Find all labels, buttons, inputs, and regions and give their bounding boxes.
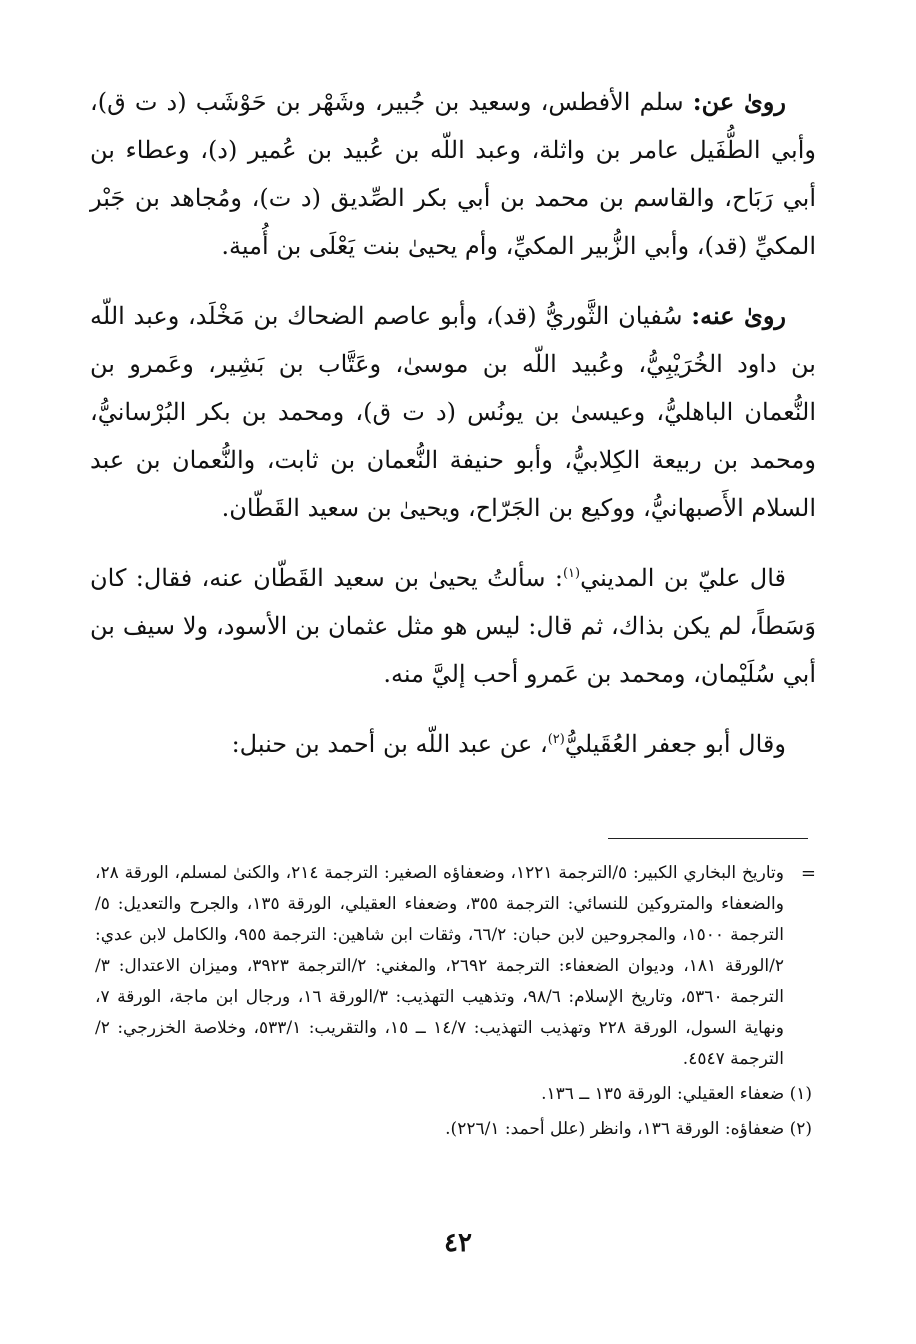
paragraph-lead: رویٰ عن:: [692, 87, 786, 116]
paragraph-text: ، عن عبد اللّه بن أحمد بن حنبل:: [231, 730, 548, 758]
footnote-ref-1: (١): [562, 566, 581, 581]
footnote-2: (٢) ضعفاؤه: الورقة ١٣٦، وانظر (علل أحمد: ٢٢٦/١).: [445, 1119, 812, 1139]
paragraph-text: سلم الأفطس، وسعيد بن جُبير، وشَهْر بن حَوْشَب (د ت ق)، وأبي الطُّفَيل عامر بن واثلة، وعبد اللّه بن عُبيد بن عُمير (د)، وعطاء بن أبي رَبَاح، والقاسم بن محمد بن أبي بكر الصِّديق (د ت)، ومُجاهد بن جَبْر المكيِّ (قد)، وأبي الزُّبير المكيِّ، وأم يحيىٰ بنت يَعْلَى بن أُمية.: [90, 88, 816, 260]
main-text: [90, 78, 816, 790]
paragraph-ibn-al-madini: [90, 554, 816, 698]
paragraph-text: قال عليّ بن المديني: [580, 564, 786, 592]
footnote-continuation: [95, 858, 816, 1075]
paragraph-al-uqayli: [90, 720, 816, 768]
footnote-separator: [608, 838, 808, 839]
footnote-ref-2: (٢): [547, 732, 565, 747]
footnote-1: (١) ضعفاء العقيلي: الورقة ١٣٥ ــ ١٣٦.: [541, 1084, 812, 1104]
paragraph-narrated-from: [90, 78, 816, 270]
footnotes: [95, 858, 816, 1145]
paragraph-narrated-by: [90, 292, 816, 532]
paragraph-text: : سألتُ يحيىٰ بن سعيد القَطّان عنه، فقال: كان وَسَطاً، لم يكن بذاك، ثم قال: ليس هو مثل عثمان بن الأسود، ولا سيف بن أبي سُلَيْمان، ومحمد بن عَمرو أحب إليَّ منه.: [90, 564, 816, 688]
footnote-continuation-text: وتاريخ البخاري الكبير: ٥/الترجمة ١٢٢١، وضعفاؤه الصغير: الترجمة ٢١٤، والكنىٰ لمسلم، الورقة ٢٨، والضعفاء والمتروكين للنسائي: الترجمة ٣٥٥، وضعفاء العقيلي، الورقة ١٣٥، والجرح والتعديل: ٥/الترجمة ١٥٠٠، والمجروحين لابن حبان: ٦٦/٢، وثقات ابن شاهين: الترجمة ٩٥٥، والكامل لابن عدي: ٢/الورقة ١٨١، وديوان الضعفاء: الترجمة ٢٦٩٢، والمغني: ٢/الترجمة ٣٩٢٣، وميزان الاعتدال: ٣/الترجمة ٥٣٦٠، وتاريخ الإسلام: ٩٨/٦، وتذهيب التهذيب: ٣/الورقة ١٦، ورجال ابن ماجة، الورقة ٧، ونهاية السول، الورقة ٢٢٨ وتهذيب التهذيب: ١٤/٧ ــ ١٥، والتقريب: ٥٣٣/١، وخلاصة الخزرجي: ٢/الترجمة ٤٥٤٧.: [95, 863, 785, 1069]
page-number: ٤٢: [444, 1228, 472, 1258]
paragraph-text: سُفيان الثَّوريُّ (قد)، وأبو عاصم الضحاك بن مَخْلَد، وعبد اللّه بن داود الخُرَيْبِيُّ، وعُبيد اللّه بن موسىٰ، وعَتَّاب بن بَشِير، وعَمرو بن النُّعمان الباهليُّ، وعيسىٰ بن يونُس (د ت ق)، ومحمد بن بكر البُرْسانيُّ، ومحمد بن ربيعة الكِلابيُّ، وأبو حنيفة النُّعمان بن ثابت، والنُّعمان بن عبد السلام الأَصبهانيُّ، ووكيع بن الجَرّاح، ويحيىٰ بن سعيد القَطّان.: [90, 302, 816, 522]
continuation-mark: =: [800, 863, 816, 884]
paragraph-text: وقال أبو جعفر العُقَيليُّ: [564, 730, 786, 758]
paragraph-lead: رویٰ عنه:: [691, 301, 786, 330]
